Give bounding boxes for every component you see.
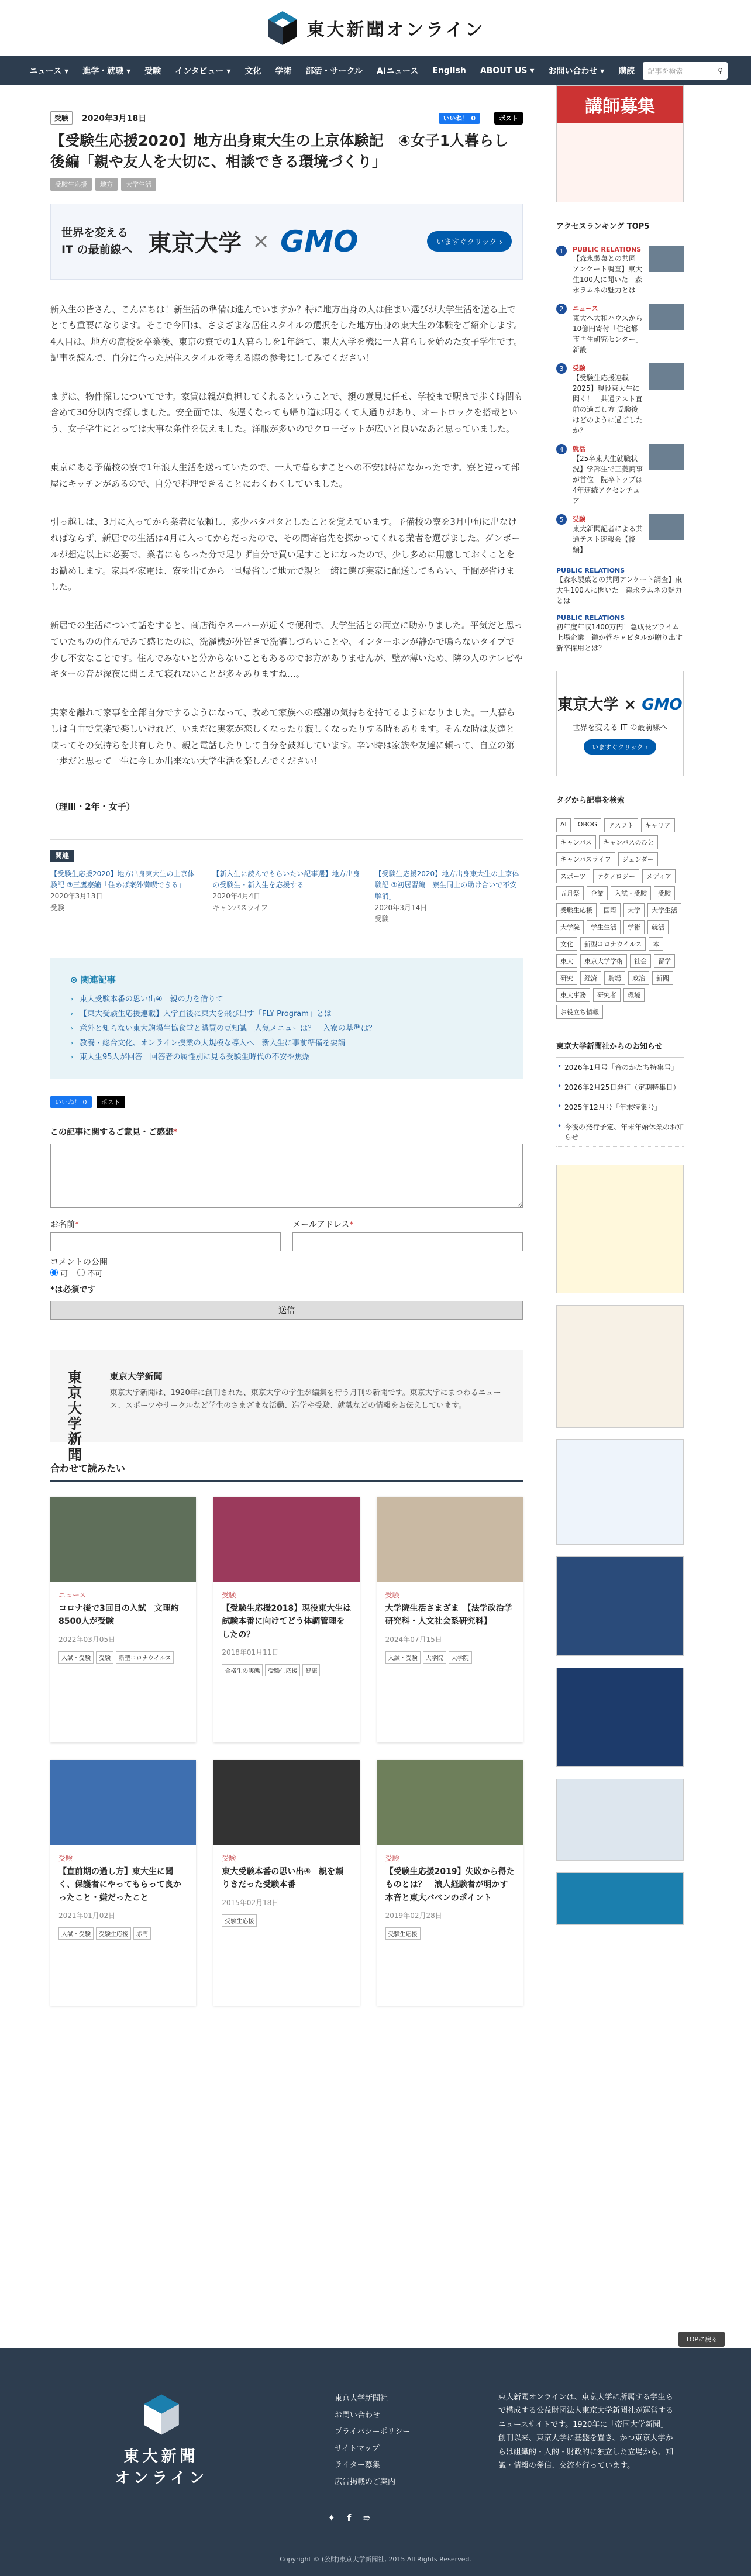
related-cat: 受験 — [50, 903, 65, 912]
rank-thumbnail[interactable] — [649, 363, 684, 390]
public-label: コメントの公開 — [50, 1257, 108, 1267]
card-title[interactable]: 【受験生応援2018】現役東大生は試験本番に向けてどう体調管理をしたの？ — [222, 1603, 352, 1640]
public-yes-radio[interactable]: 可 — [50, 1268, 68, 1279]
bottom-share-bar — [50, 1096, 523, 1108]
card-thumbnail[interactable] — [213, 1760, 359, 1845]
footer-logo-text: 東大新聞 オンライン — [115, 2448, 208, 2487]
tag-link[interactable]: 受験 — [654, 886, 675, 900]
tag-link[interactable]: 新聞 — [652, 971, 673, 985]
pr-item[interactable] — [556, 567, 684, 606]
card-tag[interactable]: 大学院 — [449, 1651, 472, 1664]
rank-thumbnail[interactable] — [649, 304, 684, 330]
ranking-item[interactable] — [556, 246, 684, 295]
exam-ad[interactable] — [556, 1556, 684, 1656]
card-tag[interactable]: 新型コロナウイルス — [116, 1651, 174, 1664]
name-field[interactable] — [50, 1232, 281, 1251]
card-date: 2022年03月05日 — [58, 1635, 116, 1644]
public-no-radio[interactable]: 不可 — [77, 1268, 102, 1279]
ad-sub: 世界を変える IT の最前線へ — [572, 724, 668, 732]
footer-link[interactable]: プライバシーポリシー — [335, 2427, 411, 2437]
card-tag[interactable]: 受験生応援 — [222, 1914, 257, 1927]
article-paragraph: 引っ越しは、3月に入ってから業者に依頼し、多少バタバタとしたことを覚えています。予備校の寮を3月中旬に出なければならず、新居での生活は4月に入ってからだったので、その間寄宿先を探かってくれる業者を選びました。ダンボールが想定以上に必要で、業者にもらった分で足りず自分で買い足すことになったので、少し多めに用意しておくことをお勧めします。家具や家電は、寮を出てから一旦帰省して地元で親と一緒に選び実家に配送してもらい、手間が省けました。 — [50, 516, 521, 593]
card-tag[interactable]: 合格生の実態 — [222, 1664, 263, 1676]
related-list — [50, 869, 523, 925]
card-title[interactable]: 【直前期の過し方】東大生に聞く、保護者にやってもらって良かったこと・嫌だったこと — [58, 1866, 181, 1903]
about-desc: 東京大学新聞は、1920年に創刊された、東京大学の学生が編集を行う月刊の新聞です。東京大学にまつわるニュース、スポーツやサークルなど学生のさまざまな活動、進学や受験、就職などの情報をお伝えしています。 — [109, 1388, 501, 1410]
required-note: *は必須です — [50, 1284, 96, 1294]
article-title: 【受験生応援2020】地方出身東大生の上京体験記 ④女子1人暮らし後編「親や友人を大切に、相談できる環境づくり」 — [50, 132, 509, 171]
related-article-link[interactable]: › 意外と知らない東大駒場生協食堂と購買の豆知識 人気メニューは？ 入寮の基準は？ — [70, 1022, 503, 1036]
card-thumbnail[interactable] — [213, 1497, 359, 1582]
ranking-item[interactable] — [556, 363, 684, 436]
tag-link[interactable]: 受験生応援 — [556, 903, 597, 917]
writer-ad[interactable] — [556, 1305, 684, 1428]
tag-link[interactable]: テクノロジー — [593, 869, 639, 883]
info-icon: ⊙ — [70, 974, 81, 985]
related-cat: 受験 — [374, 914, 389, 923]
notice-item[interactable]: • 2026年2月25日発行（定期特集日） — [556, 1077, 684, 1097]
related-date: 2020年3月13日 — [50, 892, 103, 901]
tag-link[interactable]: 企業 — [587, 886, 608, 900]
article-tag[interactable]: 受験生応援 — [50, 178, 92, 191]
card-date: 2024年07月15日 — [385, 1635, 442, 1644]
tag-link[interactable]: 本 — [649, 937, 663, 951]
related-articles-title: ⊙ 関連記事 — [70, 974, 116, 985]
card-tag[interactable]: 受験生応援 — [96, 1927, 131, 1940]
nav-item-english[interactable]: English — [432, 66, 466, 75]
article-card[interactable] — [377, 1760, 523, 2006]
rank-number: 2 — [556, 304, 567, 314]
banner-cross: × — [252, 229, 270, 253]
tag-link[interactable]: 環境 — [623, 988, 645, 1002]
facebook-like-button[interactable]: いいね！ 0 — [50, 1096, 92, 1108]
card-date: 2015年02月18日 — [222, 1898, 279, 1907]
footer-link[interactable]: ライター募集 — [335, 2461, 380, 2470]
tag-link[interactable]: OBOG — [574, 818, 601, 832]
nav-item-subscribe[interactable]: 購読 — [618, 67, 635, 76]
facebook-like-button[interactable]: いいね！ 0 — [434, 112, 485, 125]
tag-link[interactable]: 大学院 — [556, 920, 584, 934]
tag-link[interactable]: スポーツ — [556, 869, 590, 883]
rank-title[interactable]: 東大へ大和ハウスから10億円寄付「住宅都市再生研究センター」新設 — [573, 314, 643, 354]
related-title[interactable]: 【新入生に読んでもらいたい記事選】地方出身の受験生・新入生を応援する — [212, 870, 360, 890]
notice-list — [556, 1058, 684, 1147]
pr-list — [556, 567, 684, 653]
reads-heading: 合わせて読みたい — [50, 1461, 523, 1482]
related-date: 2020年3月14日 — [374, 903, 428, 912]
related-title[interactable]: 【受験生応援2020】地方出身東大生の上京体験記 ②初居習編「寮生同士の助け合いで不安解消」 — [374, 870, 519, 901]
tag-link[interactable]: 社会 — [630, 954, 651, 968]
copyright: Copyright © (公財)東京大学新聞社, 2015 All Rights Reserved. — [280, 2556, 471, 2563]
card-category: 受験 — [385, 1590, 399, 1599]
notice-item[interactable]: • 2026年1月号「音のかたち特集号」 — [556, 1058, 684, 1077]
tag-link[interactable]: 学術 — [623, 920, 645, 934]
nav-item-about[interactable]: ABOUT US ▾ — [480, 66, 535, 75]
nav-item-exam[interactable]: 受験 — [144, 67, 161, 76]
related-item[interactable] — [50, 869, 198, 925]
card-category: 受験 — [222, 1590, 236, 1599]
article-tag[interactable]: 大学生活 — [121, 178, 156, 191]
tag-link[interactable]: キャンパスライフ — [556, 852, 615, 866]
gmo-side-ad-2[interactable] — [556, 1439, 684, 1545]
tag-link[interactable]: 政治 — [628, 971, 649, 985]
card-date: 2019年02月28日 — [385, 1912, 442, 1920]
article-card[interactable] — [213, 1497, 359, 1742]
card-tag[interactable]: 入試・受験 — [58, 1651, 94, 1664]
article-card[interactable] — [50, 1497, 196, 1742]
rank-category: ニュース — [573, 305, 598, 312]
pr-title[interactable]: 【森永製菓との共同アンケート調査】東大生100人に聞いた 森永ラムネの魅力とは — [556, 576, 683, 605]
comment-title: この記事に関するご意見・ご感想* — [50, 1127, 178, 1137]
card-category: 受験 — [385, 1854, 399, 1862]
card-category: ニュース — [58, 1590, 87, 1599]
related-title[interactable]: 【受験生応援2020】地方出身東大生の上京体験記 ③三鷹寮編「住めば案外満喫できる」 — [50, 870, 195, 890]
article-card[interactable] — [213, 1760, 359, 2006]
banner-brand: 東京大学 — [148, 229, 242, 257]
banner-tagline: 世界を変える IT の最前線へ — [61, 226, 133, 256]
footer-link[interactable]: お問い合わせ — [335, 2410, 381, 2420]
article-paragraph: 東京にある予備校の寮で1年浪人生活を送っていたので、一人で暮らすことへの不安は特になかったです。寮と違って部屋にキッチンがあるので、自分で料理できることにわくわくしていました。 — [50, 462, 520, 489]
related-article-link[interactable]: › 【東大受験生応援連載】入学直後に東大を飛び出す「FLY Program」とは — [70, 1007, 503, 1022]
comment-textarea[interactable] — [50, 1144, 523, 1208]
pr-category: PUBLIC RELATIONS — [556, 614, 625, 622]
tag-link[interactable]: 東大事務 — [556, 988, 590, 1002]
article-body — [50, 302, 523, 770]
notice-item[interactable]: • 今後の発行予定、年末年始休業のお知らせ — [556, 1117, 684, 1147]
article-card[interactable] — [50, 1760, 196, 2006]
card-title[interactable]: コロナ後で3回目の入試 文理約8500人が受験 — [58, 1603, 179, 1627]
site-logo-text[interactable]: 東大新聞オンライン — [306, 20, 485, 40]
footer-link[interactable]: サイトマップ — [335, 2444, 380, 2453]
notice-item[interactable]: • 2025年12月号「年末特集号」 — [556, 1097, 684, 1117]
tag-link[interactable]: 文化 — [556, 937, 577, 951]
banner-cta-button[interactable]: いますぐクリック › — [427, 231, 512, 252]
tag-link[interactable]: 国際 — [600, 903, 621, 917]
article-author: （理Ⅲ・2年・女子） — [50, 801, 135, 812]
rank-title[interactable]: 【森永製菓との共同アンケート調査】東大生100人に聞いた 森永ラムネの魅力とは — [573, 254, 643, 294]
tag-link[interactable]: 研究 — [556, 971, 577, 985]
rank-number: 3 — [556, 363, 567, 374]
card-category: 受験 — [222, 1854, 236, 1862]
rank-category: 就活 — [573, 445, 585, 453]
article-tag[interactable]: 地方 — [95, 178, 118, 191]
pr-category: PUBLIC RELATIONS — [556, 567, 625, 574]
nav-item-news[interactable]: ニュース ▾ — [29, 67, 69, 76]
email-field[interactable] — [292, 1232, 523, 1251]
subscribe-ad[interactable] — [556, 1165, 684, 1293]
article-category[interactable]: 受験 — [50, 111, 73, 125]
twitter-icon[interactable]: ✦ — [328, 2512, 336, 2523]
tag-link[interactable]: ジェンダー — [618, 852, 658, 866]
card-tag[interactable]: 赤門 — [133, 1927, 151, 1940]
tag-link[interactable]: お役立ち情報 — [556, 1005, 603, 1019]
comment-form — [50, 1126, 523, 1320]
card-tag[interactable]: 入試・受験 — [58, 1927, 94, 1940]
card-tag[interactable]: 健康 — [302, 1664, 320, 1676]
card-tag[interactable]: 受験生応援 — [265, 1664, 300, 1676]
ad-cta-button[interactable]: いますぐクリック › — [584, 739, 656, 755]
about-box — [50, 1350, 523, 1463]
gmo-side-ad[interactable] — [556, 671, 684, 776]
footer-desc: 東大新聞オンラインは、東京大学に所属する学生らで構成する公益財団法人東京大学新聞社が運営するニュースサイトです。1920年に「帝国大学新聞」創刊以来、東京大学に基盤を置き、かつ東京大学からは組織的・人的・財政的に独立した立場から、知識・情報の発信、交流を行っています。 — [498, 2393, 674, 2470]
rank-number: 4 — [556, 444, 567, 454]
footer-links — [335, 2391, 410, 2491]
tutor-ad[interactable] — [556, 85, 684, 202]
rank-category: 受験 — [573, 364, 585, 372]
related-article-link[interactable]: › 東大生95人が回答 回答者の属性別に見る受験生時代の不安や焦燥 — [70, 1051, 503, 1065]
gmo-banner[interactable] — [50, 204, 523, 280]
article-meta — [50, 111, 523, 125]
rss-icon[interactable]: ➱ — [363, 2512, 371, 2523]
ad-headline: 講師募集 — [557, 86, 683, 123]
tag-cloud — [556, 818, 684, 1019]
exam-feature-ad[interactable] — [556, 1872, 684, 1925]
rank-title[interactable]: 東大新聞記者による共通テスト速報会【後編】 — [573, 525, 643, 554]
card-thumbnail[interactable] — [377, 1497, 523, 1582]
tag-link[interactable]: 新型コロナウイルス — [580, 937, 646, 951]
tag-link[interactable]: メディア — [642, 869, 676, 883]
pr-title[interactable]: 初年度年収1400万円！急成長プライム上場企業 鑽か菅キャピタルが贈り出す新卒採用とは？ — [556, 623, 683, 652]
footer-link[interactable]: 広告掲載のご案内 — [335, 2477, 396, 2487]
admission-ad[interactable] — [556, 1779, 684, 1861]
tag-link[interactable]: 入試・受験 — [611, 886, 651, 900]
rank-thumbnail[interactable] — [649, 246, 684, 272]
ranking-heading: アクセスランキング TOP5 — [556, 214, 684, 237]
email-label: メールアドレス* — [292, 1220, 354, 1230]
site-footer — [0, 2348, 751, 2576]
tag-link[interactable]: 学生生活 — [587, 920, 621, 934]
search-icon[interactable]: ⚲ — [718, 67, 723, 75]
article-date: 2020年3月18日 — [82, 113, 147, 123]
card-title[interactable]: 東大受験本番の思い出④ 親を頼りきだった受験本番 — [222, 1866, 344, 1890]
nav-item-interview[interactable]: インタビュー ▾ — [175, 67, 231, 76]
card-category: 受験 — [58, 1854, 73, 1862]
site-header — [0, 0, 751, 56]
rank-title[interactable]: 【受験生応援連載2025】現役東大生に聞く！ 共通テスト直前の過ごし方 受験後はどのように過ごしたか？ — [573, 374, 643, 435]
x-post-button[interactable]: ポスト — [494, 112, 523, 125]
search-input[interactable] — [643, 62, 728, 80]
card-thumbnail[interactable] — [50, 1497, 196, 1582]
tag-link[interactable]: 就活 — [647, 920, 669, 934]
article-paragraph: 新入生の皆さん、こんにちは！新生活の準備は進んでいますか？特に地方出身の人は住まい選びが大学生活を送る上でとても重要になります。そこで今回は、さまざまな居住スタイルの選択をした地方出身の東大生の体験をご紹介します。4人目は、地方の高校を卒業後、東京の寮での1人暮らしを1年経て、東大入学を機に一人暮らしを始めた女子学生です。記事を読んで、自分に合った居住スタイルを考える際の参考にしてみてください！ — [50, 304, 523, 363]
article-tags — [50, 178, 523, 191]
card-tag[interactable]: 受験生応援 — [385, 1927, 421, 1940]
tag-link[interactable]: 五月祭 — [556, 886, 584, 900]
related-date: 2020年4月4日 — [212, 892, 261, 901]
card-tag[interactable]: 受験 — [96, 1651, 113, 1664]
sidebar — [556, 85, 684, 1937]
submit-button[interactable]: 送信 — [50, 1301, 523, 1320]
card-thumbnail[interactable] — [377, 1760, 523, 1845]
related-article-link[interactable]: › 教養・総合文化、オンライン授業の大規模な導入へ 新入生に事前準備を要請 — [70, 1036, 503, 1051]
facebook-icon[interactable]: f — [347, 2512, 352, 2523]
nav-item-culture[interactable]: 文化 — [244, 67, 261, 76]
tag-link[interactable]: 研究者 — [593, 988, 621, 1002]
ranking-item[interactable] — [556, 304, 684, 355]
rank-category: PUBLIC RELATIONS — [573, 246, 642, 253]
newspaper-seal-logo: 東京大学新聞 — [68, 1368, 82, 1463]
card-thumbnail[interactable] — [50, 1760, 196, 1845]
footer-logo-icon — [141, 2393, 182, 2436]
card-tag[interactable]: 入試・受験 — [385, 1651, 421, 1664]
name-label: お名前* — [50, 1220, 79, 1230]
main-nav — [0, 56, 751, 85]
article-card[interactable] — [377, 1497, 523, 1742]
ranking-item[interactable] — [556, 444, 684, 506]
card-date: 2021年01月02日 — [58, 1912, 116, 1920]
card-title[interactable]: 【受験生応援2019】失敗から得たものとは？ 浪人経験者が明かす本音と東大バベンのポイント — [385, 1866, 515, 1903]
tag-link[interactable]: キャンパスのひと — [599, 835, 658, 849]
nav-item-career[interactable]: 進学・就職 ▾ — [82, 67, 131, 76]
related-cat: キャンパスライフ — [212, 903, 268, 912]
tag-link[interactable]: 駒場 — [604, 971, 625, 985]
article-main — [50, 111, 523, 2006]
footer-logo[interactable] — [115, 2393, 208, 2488]
nav-item-contact[interactable]: お問い合わせ ▾ — [548, 67, 605, 76]
tag-heading: タグから記事を検索 — [556, 788, 684, 811]
reads-grid — [50, 1497, 523, 2006]
site-logo-icon[interactable] — [266, 10, 299, 46]
tag-link[interactable]: AI — [556, 818, 571, 832]
related-heading: 関連 — [50, 839, 523, 860]
article-paragraph: 実家を離れて家事を全部自分でするようになって、改めて家族への感謝の気持ちを持てるようになりました。一人暮らしは自由で気楽で楽しいけれど、いまだに実家が恋しくなったり寂しくなったりする時もあります。そんな時は友達と喋ってその気持ちを共有したり、親と電話したりして自分を鼓舞しています。辛い時は家族や友達に頼って、自立の第一歩だと思って一生に今しか出来ない大学生活を楽しんでください！ — [50, 707, 515, 767]
tag-link[interactable]: キャンパス — [556, 835, 596, 849]
tag-link[interactable]: 大学生活 — [647, 903, 681, 917]
ranking-item[interactable] — [556, 514, 684, 555]
x-post-button[interactable]: ポスト — [97, 1096, 125, 1108]
banner-partner-logo: GMO — [280, 224, 359, 259]
article-paragraph: 新居での生活について話をすると、商店街やスーパーが近くで便利で、大学生活との両立に助かりました。平気だと思っていたものの住んでみて感じたのは、洗濯機が外置きで洗濯しづらいことや、インターホンが静かで鳴らないタイプで少し不安なことです。住んでみないと分からないこともあるのでお方がありませんが、壁が薄いため、隣の人のテレビやギターの音が深夜に聞こえて寝れないことが多々ありますね…。 — [50, 620, 523, 680]
tag-link[interactable]: 東京大学学術 — [580, 954, 627, 968]
rank-number: 5 — [556, 514, 567, 525]
nav-item-ai-news[interactable]: AIニュース — [377, 67, 419, 76]
rank-thumbnail[interactable] — [649, 514, 684, 540]
ad-brand-text: 東京大学 × GMO — [557, 696, 683, 714]
mogake-ad[interactable] — [556, 1668, 684, 1767]
related-item[interactable] — [212, 869, 360, 925]
nav-item-clubs[interactable]: 部活・サークル — [305, 67, 363, 76]
card-date: 2018年01月11日 — [222, 1648, 279, 1657]
footer-social — [328, 2512, 371, 2523]
rank-category: 受験 — [573, 515, 585, 523]
card-title[interactable]: 大学院生活さまざま 【法学政治学研究科・人文社会系研究科】 — [385, 1603, 512, 1627]
tag-link[interactable]: 大学 — [623, 903, 645, 917]
pr-item[interactable] — [556, 614, 684, 653]
rank-title[interactable]: 【25卒東大生就職状況】学部生で三菱商事が首位 院卒トップは4年連続アクセンチュア — [573, 454, 643, 505]
tag-link[interactable]: アスフト — [604, 818, 638, 832]
back-to-top-button[interactable]: TOPに戻る — [678, 2332, 725, 2347]
search-placeholder: 記事を検索 — [647, 67, 683, 75]
card-tag[interactable]: 大学院 — [423, 1651, 446, 1664]
ranking-list — [556, 246, 684, 555]
rank-number: 1 — [556, 246, 567, 256]
related-article-link[interactable]: › 東大受験本番の思い出④ 親の力を借りて — [70, 993, 503, 1007]
tag-link[interactable]: 東大 — [556, 954, 577, 968]
related-articles-box — [50, 958, 523, 1079]
about-name[interactable]: 東京大学新聞 — [109, 1370, 163, 1382]
tag-link[interactable]: 留学 — [654, 954, 675, 968]
rank-thumbnail[interactable] — [649, 444, 684, 470]
notice-heading: 東京大学新聞社からのお知らせ — [556, 1034, 684, 1058]
related-item[interactable] — [375, 869, 523, 925]
article-paragraph: まずは、物件探しについてです。家賃は親が負担してくれるということで、親の意見に任せ、学校まで駅まで歩く時間も含めて30分以内で探しました。安全面では、夜遅くなっても帰り道は明るくて人通りがあり、オートロックを搭載という、女子学生にとっては大事な条件を伝えました。洋服が多いのでクローゼットが広いと良いなあと思っていました。 — [50, 391, 523, 434]
tag-link[interactable]: キャリア — [641, 818, 675, 832]
nav-item-academic[interactable]: 学術 — [275, 67, 292, 76]
tag-link[interactable]: 経済 — [580, 971, 601, 985]
footer-link[interactable]: 東京大学新聞社 — [335, 2394, 388, 2403]
